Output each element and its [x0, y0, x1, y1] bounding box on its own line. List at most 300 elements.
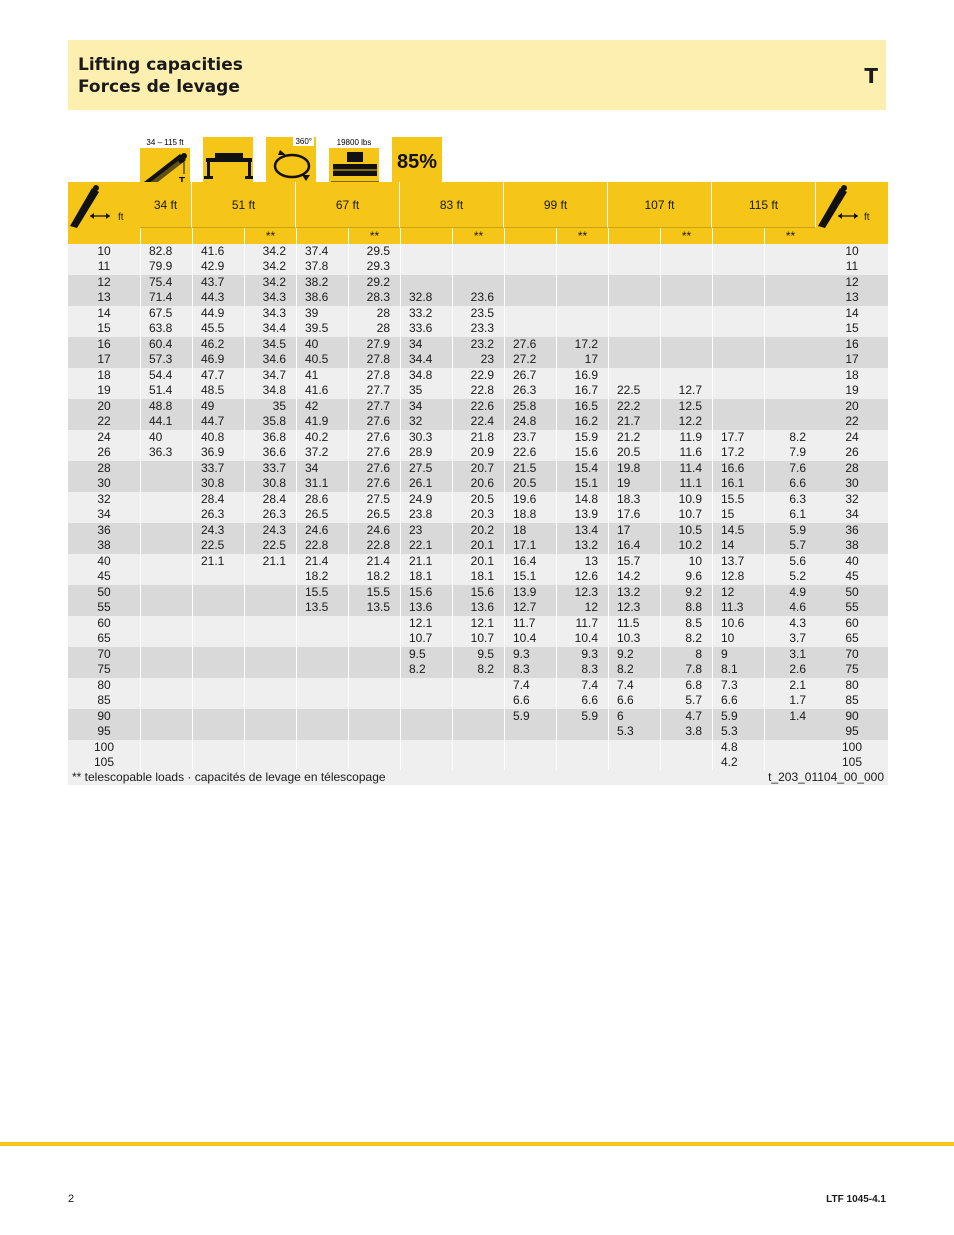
radius-value: 95 [68, 724, 140, 740]
load-cell: 16.7 [556, 383, 608, 399]
radius-value: 75 [816, 662, 888, 678]
load-cell: 23.2 [452, 337, 504, 353]
radius-value: 30 [816, 476, 888, 492]
load-cell [764, 290, 816, 306]
load-cell [660, 337, 712, 353]
load-cell [348, 724, 400, 740]
load-cell [140, 554, 192, 570]
load-cell [660, 755, 712, 770]
load-cell: 13.7 [712, 554, 764, 570]
load-cell: 28.9 [400, 445, 452, 461]
load-cell [244, 569, 296, 585]
load-cell: 5.3 [712, 724, 764, 740]
radius-value: 28 [816, 461, 888, 477]
load-cell [244, 709, 296, 725]
load-cell: 82.8 [140, 244, 192, 260]
load-cell [348, 678, 400, 694]
load-cell: 34.3 [244, 290, 296, 306]
load-cell: 37.8 [296, 259, 348, 275]
load-cell: 25.8 [504, 399, 556, 415]
load-cell: 60.4 [140, 337, 192, 353]
load-cell [660, 306, 712, 322]
load-cell: 21.7 [608, 414, 660, 430]
outrigger-graphic [203, 137, 254, 188]
load-cell: 22.5 [192, 538, 244, 554]
load-cell: 5.7 [660, 693, 712, 709]
radius-value: 22 [816, 414, 888, 430]
boom-radius-icon [68, 182, 140, 228]
radius-value: 17 [816, 352, 888, 368]
load-cell [192, 709, 244, 725]
load-cell: 27.5 [400, 461, 452, 477]
load-cell: 17.2 [712, 445, 764, 461]
rotation-arrow [266, 137, 317, 188]
load-cell: 40.8 [192, 430, 244, 446]
load-cell: 49 [192, 399, 244, 415]
load-cell: 18.2 [296, 569, 348, 585]
radius-value: 55 [816, 600, 888, 616]
load-cell: 6.1 [764, 507, 816, 523]
load-cell: 40.2 [296, 430, 348, 446]
load-cell: 15 [712, 507, 764, 523]
load-cell: 2.6 [764, 662, 816, 678]
load-cell: 27.6 [348, 476, 400, 492]
radius-value: 10 [816, 244, 888, 260]
load-cell: 34.2 [244, 259, 296, 275]
load-cell: 11.7 [556, 616, 608, 632]
load-cell [348, 709, 400, 725]
load-cell: 9.2 [660, 585, 712, 601]
load-cell [660, 259, 712, 275]
load-cell: 54.4 [140, 368, 192, 384]
radius-value: 34 [816, 507, 888, 523]
load-cell [192, 724, 244, 740]
load-cell [556, 290, 608, 306]
subheader-cell [400, 228, 452, 244]
load-cell [712, 275, 764, 291]
load-chart-table [68, 182, 886, 784]
load-cell [608, 740, 660, 756]
counterweight-label: 19800 lbs [329, 137, 379, 148]
load-cell: 13.2 [556, 538, 608, 554]
load-cell [608, 290, 660, 306]
radius-value: 100 [68, 740, 140, 756]
load-cell: 8.2 [608, 662, 660, 678]
load-cell: 28.6 [296, 492, 348, 508]
load-cell: 10 [660, 554, 712, 570]
load-cell: 3.7 [764, 631, 816, 647]
load-cell [452, 244, 504, 260]
load-cell [556, 740, 608, 756]
load-cell: 12.5 [660, 399, 712, 415]
load-cell: 48.8 [140, 399, 192, 415]
load-cell [140, 755, 192, 770]
load-cell: 8.1 [712, 662, 764, 678]
radius-value: 15 [816, 321, 888, 337]
load-cell [608, 244, 660, 260]
subheader-cell [192, 228, 244, 244]
load-cell: 28 [348, 321, 400, 337]
radius-value: 18 [816, 368, 888, 384]
load-cell [244, 662, 296, 678]
radius-value: 38 [816, 538, 888, 554]
page-title [78, 54, 243, 98]
load-cell: 29.5 [348, 244, 400, 260]
radius-value: 34 [68, 507, 140, 523]
load-cell [348, 755, 400, 770]
load-cell [660, 244, 712, 260]
load-cell: 4.6 [764, 600, 816, 616]
load-cell [556, 244, 608, 260]
load-cell [764, 321, 816, 337]
stability-percent [391, 136, 443, 188]
load-cell [764, 368, 816, 384]
load-cell: 16.4 [504, 554, 556, 570]
radius-value: 36 [816, 523, 888, 539]
radius-value: 32 [68, 492, 140, 508]
load-cell: 21.4 [348, 554, 400, 570]
radius-value: 105 [816, 755, 888, 770]
radius-value: 95 [816, 724, 888, 740]
radius-value: 24 [816, 430, 888, 446]
load-cell: 41.6 [296, 383, 348, 399]
load-cell: 24.3 [244, 523, 296, 539]
load-cell [504, 306, 556, 322]
radius-value: 11 [68, 259, 140, 275]
load-cell: 5.3 [608, 724, 660, 740]
subheader-cell [504, 228, 556, 244]
load-cell: 45.5 [192, 321, 244, 337]
radius-value: 55 [68, 600, 140, 616]
load-cell: 4.9 [764, 585, 816, 601]
telescopable-mark: ** [764, 228, 816, 244]
load-cell: 75.4 [140, 275, 192, 291]
load-cell [764, 724, 816, 740]
radius-value: 14 [816, 306, 888, 322]
load-cell: 26.5 [348, 507, 400, 523]
load-cell [244, 724, 296, 740]
load-cell: 10.5 [660, 523, 712, 539]
load-cell [244, 600, 296, 616]
load-cell: 14.2 [608, 569, 660, 585]
load-cell [660, 290, 712, 306]
load-cell: 15.5 [348, 585, 400, 601]
radius-value: 18 [68, 368, 140, 384]
load-cell: 35 [400, 383, 452, 399]
load-cell [504, 321, 556, 337]
boom-length-header: 67 ft [296, 182, 400, 228]
load-cell [400, 678, 452, 694]
load-cell [140, 678, 192, 694]
load-cell [192, 569, 244, 585]
load-cell: 23.8 [400, 507, 452, 523]
radius-value: 30 [68, 476, 140, 492]
load-cell: 15.4 [556, 461, 608, 477]
load-cell: 7.4 [556, 678, 608, 694]
load-cell [192, 631, 244, 647]
footer-rule [0, 1142, 954, 1146]
load-cell: 38.2 [296, 275, 348, 291]
load-cell [660, 321, 712, 337]
load-cell: 79.9 [140, 259, 192, 275]
load-cell: 33.2 [400, 306, 452, 322]
load-cell: 8.3 [504, 662, 556, 678]
load-cell: 26.7 [504, 368, 556, 384]
load-cell: 34.3 [244, 306, 296, 322]
load-cell: 40.5 [296, 352, 348, 368]
load-cell [296, 631, 348, 647]
load-cell: 5.9 [556, 709, 608, 725]
load-cell: 34.8 [244, 383, 296, 399]
load-cell: 7.4 [504, 678, 556, 694]
load-cell: 8.2 [452, 662, 504, 678]
load-cell [712, 337, 764, 353]
load-cell: 13.2 [608, 585, 660, 601]
load-cell [764, 306, 816, 322]
load-cell: 23 [400, 523, 452, 539]
load-cell: 13.5 [296, 600, 348, 616]
load-cell: 27.8 [348, 368, 400, 384]
radius-value: 105 [68, 755, 140, 770]
load-cell: 15.5 [712, 492, 764, 508]
load-cell [712, 259, 764, 275]
load-cell: 29.2 [348, 275, 400, 291]
load-cell: 10.7 [452, 631, 504, 647]
load-cell: 17 [556, 352, 608, 368]
load-cell [712, 399, 764, 415]
radius-value: 13 [816, 290, 888, 306]
load-cell: 12.1 [400, 616, 452, 632]
header-banner [68, 40, 886, 110]
load-cell: 27.7 [348, 383, 400, 399]
load-cell: 9.2 [608, 647, 660, 663]
load-cell: 21.8 [452, 430, 504, 446]
page-number: 2 [68, 1193, 75, 1205]
load-cell [244, 740, 296, 756]
telescopable-mark: ** [660, 228, 712, 244]
load-cell: 16.5 [556, 399, 608, 415]
load-cell: 22.8 [452, 383, 504, 399]
load-cell: 48.5 [192, 383, 244, 399]
load-cell [140, 662, 192, 678]
load-cell: 11.6 [660, 445, 712, 461]
load-cell [296, 709, 348, 725]
load-cell [140, 476, 192, 492]
load-cell: 22.8 [348, 538, 400, 554]
load-cell: 34.2 [244, 275, 296, 291]
load-cell: 36.9 [192, 445, 244, 461]
load-cell: 5.9 [712, 709, 764, 725]
load-cell: 8.2 [764, 430, 816, 446]
load-cell: 13 [556, 554, 608, 570]
load-cell: 4.2 [712, 755, 764, 770]
radius-value: 60 [816, 616, 888, 632]
load-cell: 23.3 [452, 321, 504, 337]
load-cell: 26.1 [400, 476, 452, 492]
radius-value: 45 [816, 569, 888, 585]
load-cell: 22.5 [244, 538, 296, 554]
load-cell [764, 414, 816, 430]
load-cell: 5.2 [764, 569, 816, 585]
subheader-cell [296, 228, 348, 244]
load-cell: 24.8 [504, 414, 556, 430]
load-cell: 34.5 [244, 337, 296, 353]
load-cell [452, 275, 504, 291]
load-cell: 20.3 [452, 507, 504, 523]
load-cell: 9.3 [556, 647, 608, 663]
load-cell: 35.8 [244, 414, 296, 430]
load-cell: 34.4 [244, 321, 296, 337]
load-cell [764, 399, 816, 415]
load-cell: 17.7 [712, 430, 764, 446]
load-cell: 22.2 [608, 399, 660, 415]
load-cell: 31.1 [296, 476, 348, 492]
load-cell: 22.8 [296, 538, 348, 554]
boom-range-label: 34 – 115 ft [140, 137, 190, 148]
load-cell [712, 321, 764, 337]
load-cell: 46.9 [192, 352, 244, 368]
load-cell: 15.1 [556, 476, 608, 492]
load-cell [712, 290, 764, 306]
load-cell: 43.7 [192, 275, 244, 291]
load-cell: 23.6 [452, 290, 504, 306]
load-cell: 27.6 [348, 430, 400, 446]
load-cell: 11.3 [712, 600, 764, 616]
radius-value: 40 [68, 554, 140, 570]
load-cell [452, 693, 504, 709]
load-cell: 4.7 [660, 709, 712, 725]
load-cell: 27.7 [348, 399, 400, 415]
load-cell: 6.6 [504, 693, 556, 709]
load-cell: 7.6 [764, 461, 816, 477]
load-cell: 71.4 [140, 290, 192, 306]
load-cell: 5.9 [764, 523, 816, 539]
boom-length-header: 83 ft [400, 182, 504, 228]
load-cell: 13.4 [556, 523, 608, 539]
load-cell [556, 724, 608, 740]
load-cell [504, 740, 556, 756]
load-cell [608, 337, 660, 353]
load-cell: 46.2 [192, 337, 244, 353]
load-cell: 63.8 [140, 321, 192, 337]
load-cell [764, 352, 816, 368]
load-cell [400, 693, 452, 709]
load-cell: 37.4 [296, 244, 348, 260]
load-cell: 34 [296, 461, 348, 477]
subheader-cell [608, 228, 660, 244]
load-cell: 12.1 [452, 616, 504, 632]
load-cell [192, 585, 244, 601]
load-cell: 19 [608, 476, 660, 492]
load-cell [192, 755, 244, 770]
radius-value: 16 [816, 337, 888, 353]
load-cell: 12.2 [660, 414, 712, 430]
load-cell: 57.3 [140, 352, 192, 368]
load-cell [192, 616, 244, 632]
load-cell: 5.6 [764, 554, 816, 570]
load-cell [764, 337, 816, 353]
load-cell: 1.7 [764, 693, 816, 709]
load-cell [244, 616, 296, 632]
load-cell: 29.3 [348, 259, 400, 275]
load-cell: 12.3 [608, 600, 660, 616]
load-cell [556, 321, 608, 337]
load-cell: 15.9 [556, 430, 608, 446]
load-cell: 18 [504, 523, 556, 539]
load-cell: 30.8 [244, 476, 296, 492]
load-cell [452, 678, 504, 694]
radius-value: 85 [816, 693, 888, 709]
load-cell [244, 755, 296, 770]
radius-value: 45 [68, 569, 140, 585]
load-cell: 17 [608, 523, 660, 539]
section-code: T [864, 64, 878, 88]
load-cell: 44.1 [140, 414, 192, 430]
load-cell: 34 [400, 399, 452, 415]
load-cell: 40 [140, 430, 192, 446]
load-cell: 12.6 [556, 569, 608, 585]
radius-value: 12 [816, 275, 888, 291]
load-cell: 10.7 [400, 631, 452, 647]
load-cell: 21.1 [192, 554, 244, 570]
radius-value: 28 [68, 461, 140, 477]
slewing-360-icon [265, 136, 317, 188]
load-cell: 10.9 [660, 492, 712, 508]
load-cell [504, 724, 556, 740]
load-cell: 51.4 [140, 383, 192, 399]
load-cell: 41 [296, 368, 348, 384]
load-cell: 16.9 [556, 368, 608, 384]
load-cell: 27.6 [504, 337, 556, 353]
load-cell: 23.7 [504, 430, 556, 446]
load-cell: 34.7 [244, 368, 296, 384]
telescopable-mark: ** [348, 228, 400, 244]
load-cell: 13.6 [400, 600, 452, 616]
load-cell: 8 [660, 647, 712, 663]
load-cell: 23.5 [452, 306, 504, 322]
load-cell: 15.7 [608, 554, 660, 570]
telescopable-mark: ** [244, 228, 296, 244]
load-cell: 28.4 [192, 492, 244, 508]
load-cell: 12 [712, 585, 764, 601]
load-cell: 14.5 [712, 523, 764, 539]
radius-value: 85 [68, 693, 140, 709]
radius-value: 20 [68, 399, 140, 415]
load-cell [140, 538, 192, 554]
load-cell [608, 368, 660, 384]
load-cell: 6.6 [556, 693, 608, 709]
load-cell: 15.1 [504, 569, 556, 585]
load-cell [140, 461, 192, 477]
load-cell [504, 755, 556, 770]
slew-angle-label: 360° [295, 137, 312, 146]
load-cell: 19.8 [608, 461, 660, 477]
load-cell: 6.6 [608, 693, 660, 709]
load-cell: 36.8 [244, 430, 296, 446]
load-cell [244, 647, 296, 663]
load-cell: 36.6 [244, 445, 296, 461]
load-cell: 26.3 [504, 383, 556, 399]
radius-value: 75 [68, 662, 140, 678]
load-cell: 21.1 [400, 554, 452, 570]
load-cell: 22.5 [608, 383, 660, 399]
load-cell [192, 678, 244, 694]
load-cell [244, 631, 296, 647]
radius-value: 50 [816, 585, 888, 601]
load-cell [348, 693, 400, 709]
load-cell [400, 259, 452, 275]
radius-value: 12 [68, 275, 140, 291]
